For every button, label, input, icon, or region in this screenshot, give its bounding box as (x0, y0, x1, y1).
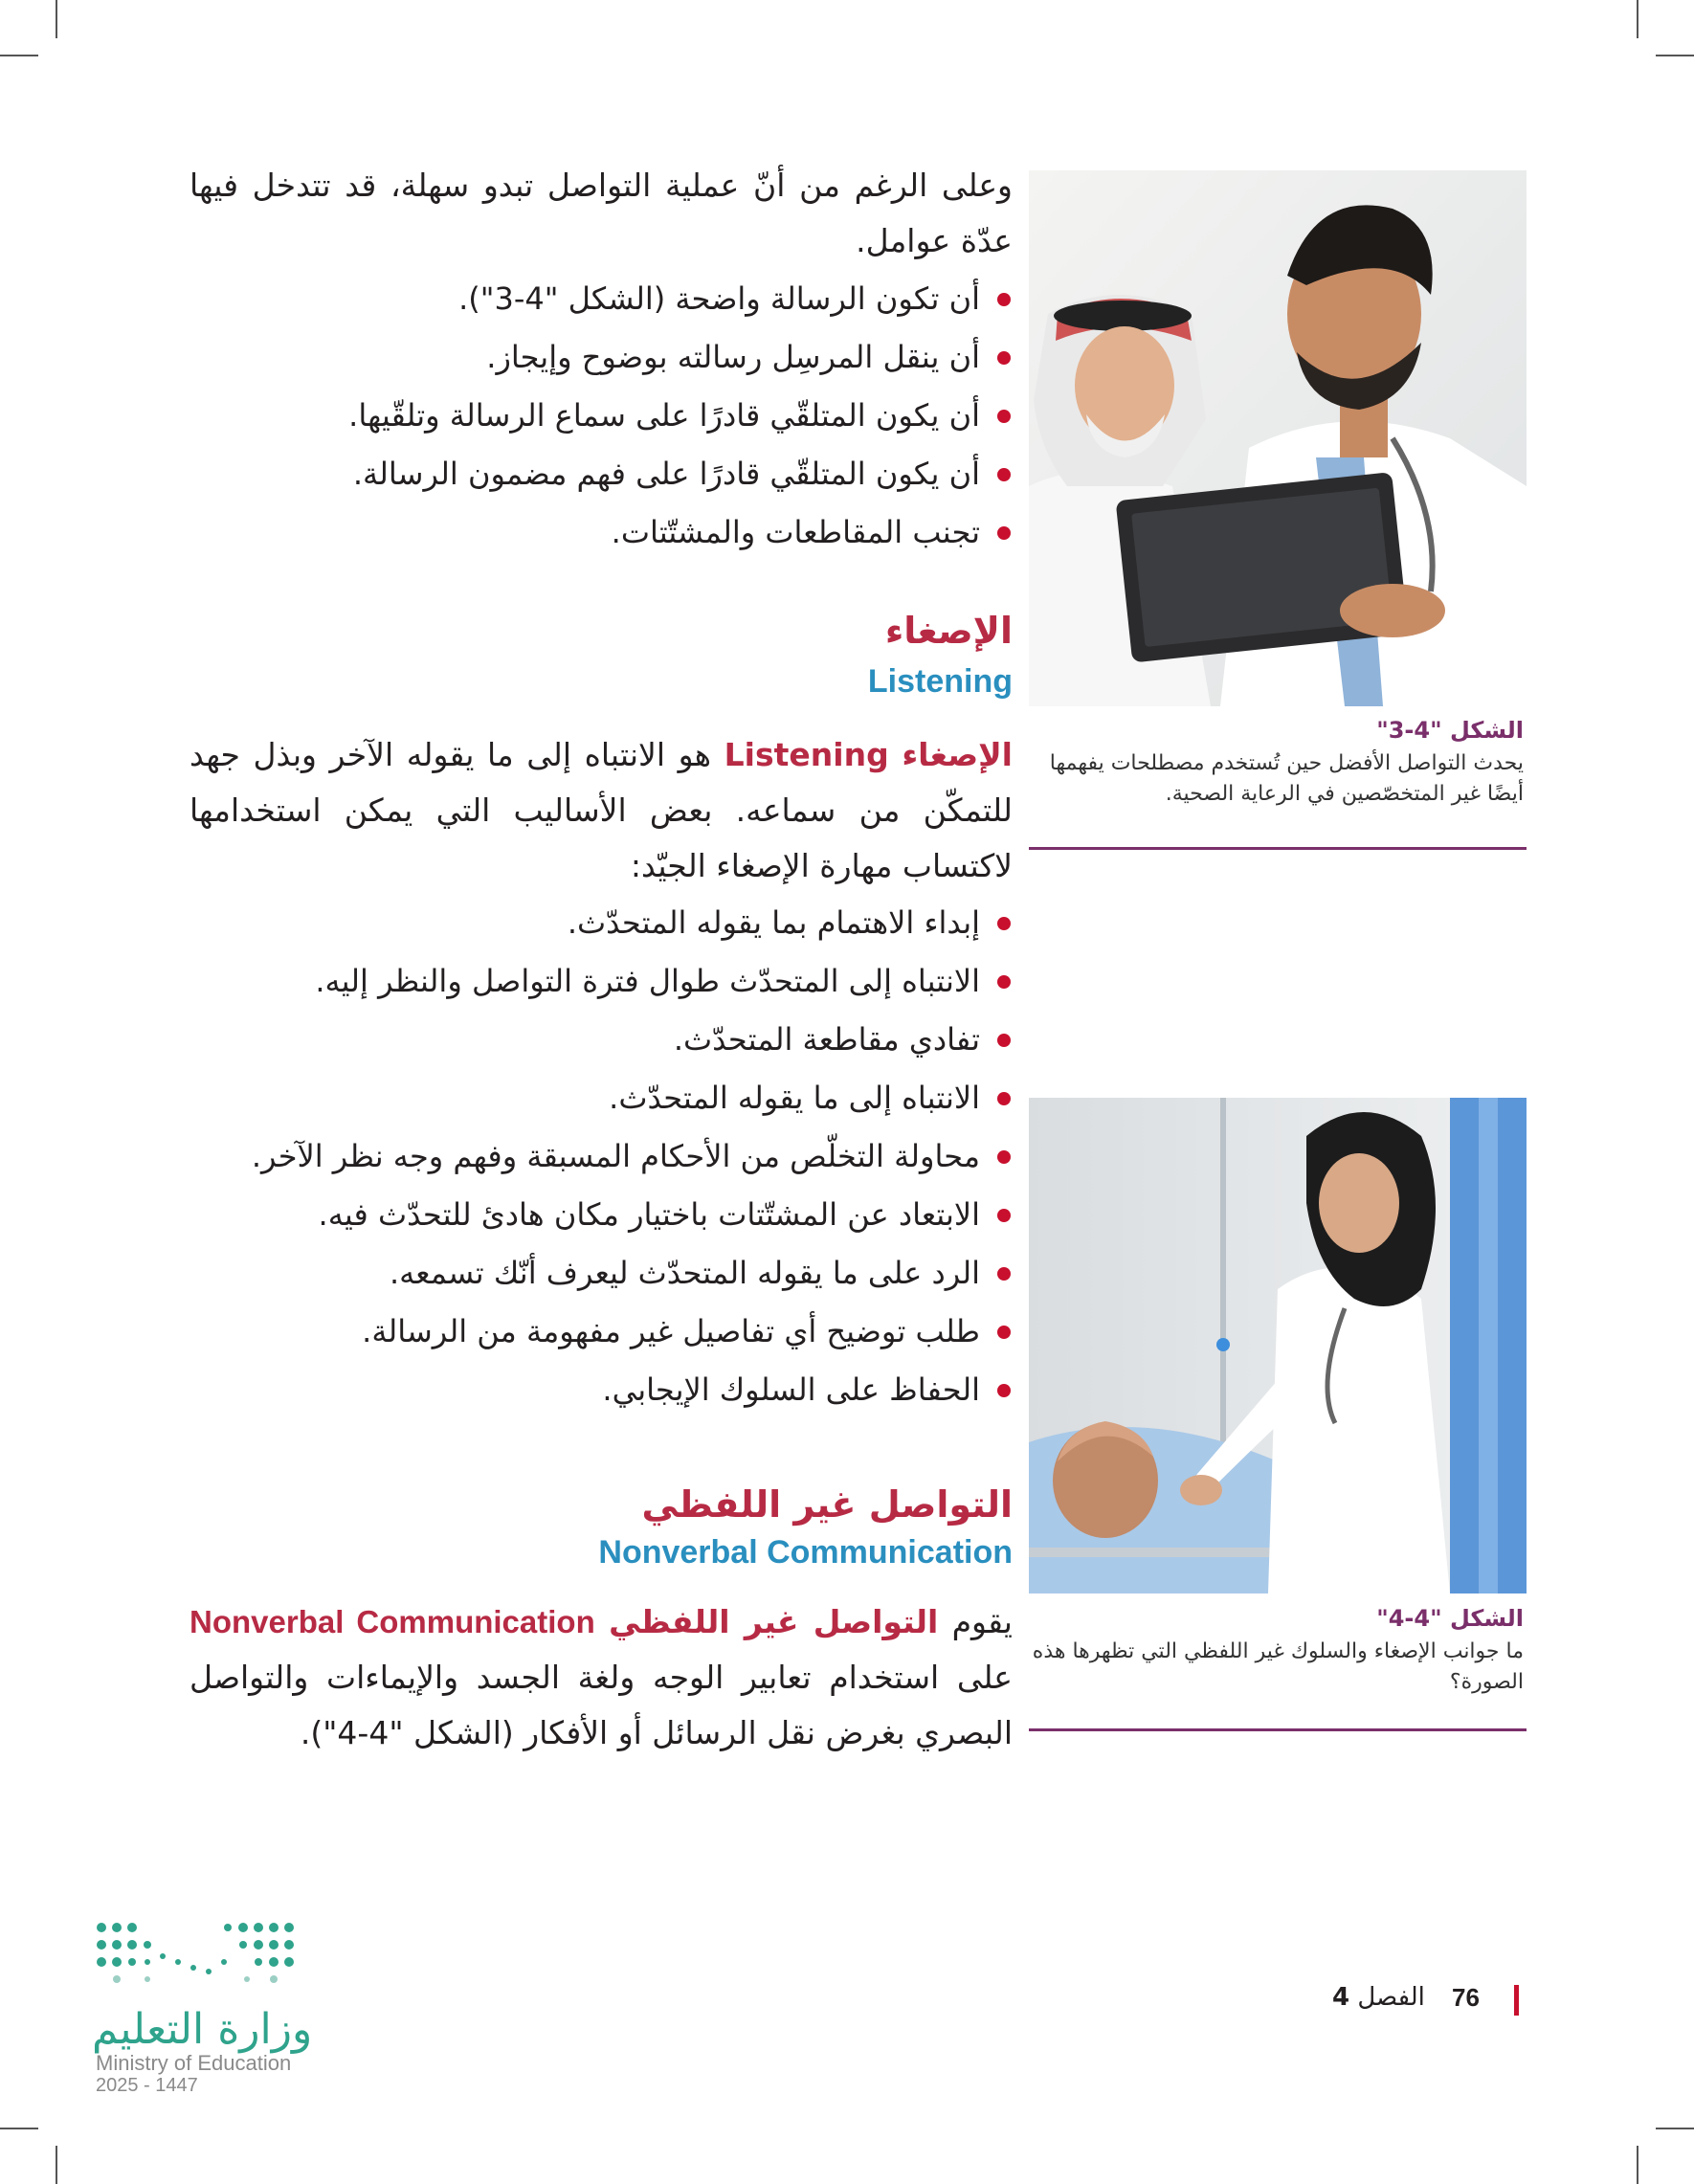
intro-paragraph: وعلى الرغم من أنّ عملية التواصل تبدو سهلة، قد تتدخل فيها عدّة عوامل. (189, 167, 1013, 259)
list-item: تفادي مقاطعة المتحدّث. (189, 1011, 1013, 1069)
page-marker (1514, 1985, 1519, 2016)
crop-mark (1656, 55, 1694, 56)
definition-text: هو الانتباه إلى ما يقوله الآخر وبذل جهد للتمكّن من سماعه. بعض الأساليب التي يمكن استخدامها لاكتساب مهارة الإصغاء الجيّد: (189, 736, 1013, 884)
listening-definition (189, 727, 1013, 894)
list-item: محاولة التخلّص من الأحكام المسبقة وفهم وجه نظر الآخر. (189, 1127, 1013, 1186)
list-item: تجنب المقاطعات والمشتّتات. (189, 503, 1013, 562)
list-item: الانتباه إلى ما يقوله المتحدّث. (189, 1069, 1013, 1127)
crop-mark (1637, 0, 1638, 38)
figure-photo-nurse-patient (1029, 1098, 1527, 1593)
nonverbal-paragraph (189, 1594, 1013, 1761)
chapter-word: الفصل (1357, 1983, 1425, 2012)
list-item: أن يكون المتلقّي قادرًا على سماع الرسالة وتلقّيها. (189, 387, 1013, 445)
ministry-logo-dots-icon (94, 1918, 300, 1995)
list-item: أن ينقل المرسِل رسالته بوضوح وإيجاز. (189, 328, 1013, 387)
page-number: 76 (1452, 1983, 1480, 2012)
list-item: إبداء الاهتمام بما يقوله المتحدّث. (189, 894, 1013, 952)
section-heading-arabic: الإصغاء (884, 610, 1013, 652)
caption-divider (1029, 847, 1527, 850)
section-heading-arabic: التواصل غير اللفظي (641, 1483, 1013, 1526)
ministry-name-arabic: وزارة التعليم (92, 2005, 313, 2054)
list-item: الحفاظ على السلوك الإيجابي. (189, 1361, 1013, 1419)
academic-year: 2025 - 1447 (96, 2075, 198, 2096)
figure-caption: يحدث التواصل الأفضل حين تُستخدم مصطلحات يفهمها أيضًا غير المتخصّصين في الرعاية الصحية. (1049, 751, 1524, 806)
paragraph-text: على استخدام تعابير الوجه ولغة الجسد والإيماءات والتواصل البصري بغرض نقل الرسائل أو الأفكار (الشكل "4-4"). (189, 1659, 1013, 1751)
figure-caption: ما جوانب الإصغاء والسلوك غير اللفظي التي تظهرها هذه الصورة؟ (1032, 1639, 1524, 1694)
crop-mark (0, 2128, 38, 2129)
list-item: أن يكون المتلقّي قادرًا على فهم مضمون الرسالة. (189, 445, 1013, 503)
crop-mark (1656, 2128, 1694, 2129)
crop-mark (56, 0, 57, 38)
section-heading-english: Listening (867, 663, 1013, 700)
caption-divider (1029, 1728, 1527, 1731)
chapter-number: 4 (1332, 1983, 1350, 2012)
ministry-name-english: Ministry of Education (96, 2051, 292, 2075)
crop-mark (0, 55, 38, 56)
key-term-english: Listening (724, 736, 889, 773)
list-item: الانتباه إلى المتحدّث طوال فترة التواصل والنظر إليه. (189, 952, 1013, 1011)
photo-illustration (1029, 170, 1527, 706)
list-item: طلب توضيح أي تفاصيل غير مفهومة من الرسالة. (189, 1303, 1013, 1361)
key-term: التواصل غير اللفظي (609, 1603, 939, 1640)
crop-mark (56, 2146, 57, 2184)
chapter-label (1332, 1983, 1425, 2012)
list-item: أن تكون الرسالة واضحة (الشكل "4-3"). (189, 270, 1013, 328)
figure-title: الشكل "4-4" (1376, 1605, 1524, 1632)
intro-bullet-list (189, 270, 1013, 562)
figure-title: الشكل "4-3" (1376, 717, 1524, 744)
paragraph-text: يقوم (951, 1603, 1013, 1640)
key-term-english: Nonverbal Communication (189, 1604, 595, 1639)
list-item: الرد على ما يقوله المتحدّث ليعرف أنّك تسمعه. (189, 1244, 1013, 1303)
crop-mark (1637, 2146, 1638, 2184)
key-term: الإصغاء (902, 736, 1013, 773)
figure-photo-doctor-tablet (1029, 170, 1527, 706)
section-heading-english: Nonverbal Communication (598, 1534, 1013, 1571)
photo-illustration (1029, 1098, 1527, 1593)
listening-bullet-list (189, 894, 1013, 1419)
list-item: الابتعاد عن المشتّتات باختيار مكان هادئ للتحدّث فيه. (189, 1186, 1013, 1244)
